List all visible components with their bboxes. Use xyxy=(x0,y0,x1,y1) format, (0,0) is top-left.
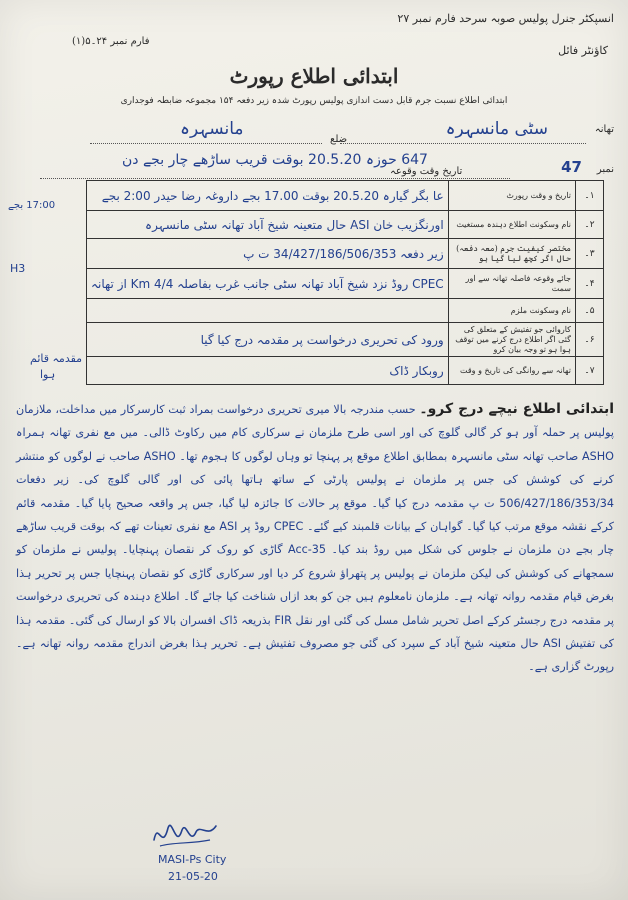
row-label: نام وسکونت اطلاع دہندہ مستغیث xyxy=(448,211,575,239)
zila-line xyxy=(90,143,322,144)
table-row xyxy=(87,357,604,385)
row-value: اورنگزیب خان ASI حال متعینہ شیخ آباد تھانہ سٹی مانسہرہ xyxy=(87,211,449,239)
number-value: 47 xyxy=(561,158,582,176)
narrative-heading: ابتدائی اطلاع نیچے درج کرو۔ xyxy=(419,401,614,417)
table-row xyxy=(87,181,604,211)
row-label: جائے وقوعہ فاصلہ تھانہ سے اور سمت xyxy=(448,269,575,299)
table-row xyxy=(87,211,604,239)
thana-line xyxy=(340,143,586,144)
table-row xyxy=(87,269,604,299)
row-number: ۷۔ xyxy=(575,357,603,385)
thana-value: سٹی مانسہرہ xyxy=(445,119,548,139)
row-value: روبکار ڈاک xyxy=(87,357,449,385)
thana-label: تھانہ xyxy=(594,124,614,135)
row-value: عا بگر گیارہ 20.5.20 بوقت 17.00 بجے داروغہ رضا حیدر 2:00 بجے xyxy=(87,181,449,211)
side-note-code: H3 xyxy=(10,262,26,275)
row-number: ۱۔ xyxy=(575,181,603,211)
zila-value: مانسہرہ xyxy=(180,119,244,139)
form-header-inspector: انسپکٹر جنرل پولیس صوبہ سرحد فارم نمبر ۲۷ xyxy=(397,12,614,25)
row-value: ورود کی تحریری درخواست پر مقدمہ درج کیا گیا xyxy=(87,323,449,357)
row-value: زیر دفعہ 34/427/186/506/353 ت پ xyxy=(87,239,449,269)
number-label: نمبر xyxy=(596,164,614,175)
signature-designation: MASI-Ps City xyxy=(158,853,227,866)
row-label: نام وسکونت ملزم xyxy=(448,299,575,323)
form-number: فارم نمبر ۲۴۔۵(۱) xyxy=(72,36,150,47)
tarikh-line xyxy=(40,178,510,179)
row-number: ۲۔ xyxy=(575,211,603,239)
counter-file-label: کاؤنٹر فائل xyxy=(558,44,608,57)
row-label: تھانہ سے روانگی کی تاریخ و وقت xyxy=(448,357,575,385)
zila-label: ضلع xyxy=(330,134,348,145)
table-row xyxy=(87,323,604,357)
side-note-case: مقدمہ قائم xyxy=(30,352,83,365)
narrative-text: حسب مندرجہ بالا میری تحریری درخواست بمراد ثبت کارسرکار میں مداخلت، ملازمان پولیس پر حملہ آور ہو کر گالی گلوچ کی اور اسی طرح ملزمان نے سرکاری کام میں رکاوٹ ڈالی۔ میں مع نفری تھانہ ہمراہ ASHO صاحب تھانہ سٹی مانسہرہ بمطابق اطلاع موقع پر پہنچا تو وہاں لوگوں کا ہجوم تھا۔ ASHO صاحب نے لوگوں کو منتشر کرنے کی کوشش کی جس پر ملزمان نے پولیس پارٹی کے ساتھ ہاتھا پائی کی اور گالی گلوچ کی۔ زیر دفعات 506/427/186/353/34 ت پ مقدمہ درج کیا گیا۔ موقع پر حالات کا جائزہ لیا گیا، جس پر واقعہ صحیح پایا گیا۔ مقدمہ قائم کرکے نقشہ موقع مرتب کیا گیا۔ گواہان کے بیانات قلمبند کیے گئے۔ CPEC روڈ پر ASI مع نفری تعینات تھے کہ بوقت قریب ساڑھے چار بجے دن ملزمان نے جلوس کی شکل میں روڈ بند کیا۔ Acc-35 گاڑی کو روک کر نقصان پہنچایا۔ پولیس نے ملزمان کو سمجھانے کی کوشش کی لیکن ملزمان نے پولیس پر پتھراؤ شروع کر دیا اور سرکاری گاڑی کو نقصان پہنچایا جس پر تحریر ہذا بغرض قیام مقدمہ روانہ تھانہ ہے۔ ملزمان نامعلوم ہیں جن کو بعد ازاں شناخت کیا جائے گا۔ اطلاع دہندہ کی تحریری درخواست پر مقدمہ درج رجسٹر کرکے اصل تحریر شامل مسل کی گئی اور نقل FIR بذریعہ ڈاک افسران بالا کو ارسال کی گئی۔ مقدمہ ہذا کی تفتیش ASI حال متعینہ شیخ آباد کے سپرد کی گئی جو مصروف تفتیش ہے۔ تحریر ہذا بغرض اندراج مقدمہ روانہ تھانہ ہے۔ رپورٹ گزاری ہے۔ xyxy=(16,403,615,674)
row-label: کاروائی جو تفتیش کے متعلق کی گئی اگر اطلاع درج کرنے میں توقف ہوا ہو تو وجہ بیان کرو xyxy=(448,323,575,357)
row-number: ۴۔ xyxy=(575,269,603,299)
row-value: CPEC روڈ نزد شیخ آباد تھانہ سٹی جانب غرب بفاصلہ 4/4 Km از تھانہ xyxy=(87,269,449,299)
document-subtitle: ابتدائی اطلاع نسبت جرم قابل دست اندازی پولیس رپورٹ شدہ زیر دفعہ ۱۵۴ مجموعہ ضابطہ فوجداری xyxy=(120,96,508,106)
side-note-hua: ہوا xyxy=(40,368,56,381)
row-value xyxy=(87,299,449,323)
row-label: مختصر کیفیت جرم (معہ دفعہ) حال اگر کچھ لیا گیا ہو xyxy=(448,239,575,269)
row-number: ۶۔ xyxy=(575,323,603,357)
document-title: ابتدائی اطلاع رپورٹ xyxy=(229,64,399,88)
side-note-time: 17:00 بجے xyxy=(8,200,56,211)
tarikh-value: 647 حوزہ 20.5.20 بوقت قریب ساڑھے چار بجے دن xyxy=(122,152,428,168)
fir-narrative xyxy=(16,398,614,679)
fir-info-table xyxy=(86,180,604,385)
table-row xyxy=(87,299,604,323)
row-number: ۵۔ xyxy=(575,299,603,323)
table-row xyxy=(87,239,604,269)
row-label: تاریخ و وقت رپورٹ xyxy=(448,181,575,211)
row-number: ۳۔ xyxy=(575,239,603,269)
signature-scribble xyxy=(150,812,220,858)
signature-date: 21-05-20 xyxy=(168,870,218,883)
tarikh-label: تاریخ وقت وقوعہ xyxy=(390,166,463,177)
